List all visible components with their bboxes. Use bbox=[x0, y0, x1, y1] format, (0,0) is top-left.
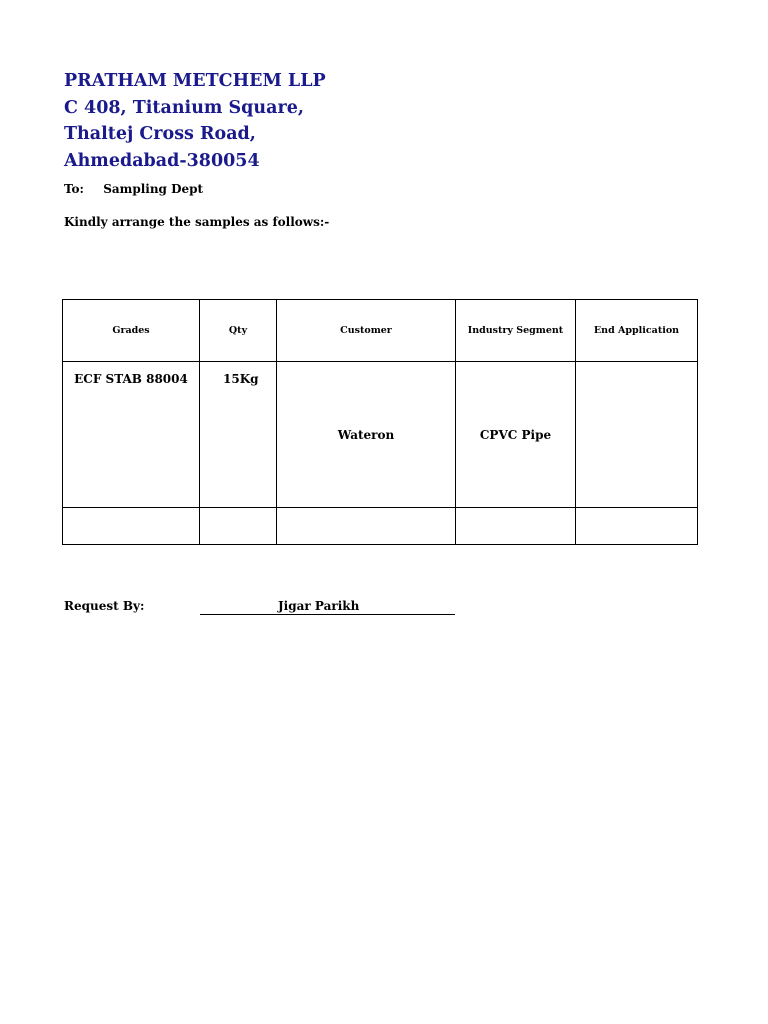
header-customer: Customer bbox=[277, 300, 456, 362]
requester-name: Jigar Parikh bbox=[278, 599, 360, 613]
address-line-1: C 408, Titanium Square, bbox=[64, 97, 304, 118]
cell-industry-segment: CPVC Pipe bbox=[456, 362, 576, 508]
cell-qty bbox=[200, 508, 277, 545]
intro-text: Kindly arrange the samples as follows:- bbox=[64, 215, 330, 229]
recipient-line bbox=[64, 181, 203, 197]
header-grades: Grades bbox=[63, 300, 200, 362]
address-line-3: Ahmedabad-380054 bbox=[64, 150, 260, 171]
address-line-2: Thaltej Cross Road, bbox=[64, 124, 256, 144]
cell-end-application bbox=[576, 362, 698, 508]
table-row bbox=[63, 362, 698, 508]
samples-table bbox=[62, 299, 698, 545]
signature-line bbox=[200, 598, 455, 615]
table-header-row bbox=[63, 300, 698, 362]
recipient-label: To: bbox=[64, 182, 84, 196]
request-by-label: Request By: bbox=[64, 599, 145, 613]
header-qty: Qty bbox=[200, 300, 277, 362]
cell-grade: ECF STAB 88004 bbox=[63, 362, 200, 508]
header-industry-segment: Industry Segment bbox=[456, 300, 576, 362]
cell-industry-segment bbox=[456, 508, 576, 545]
cell-customer bbox=[277, 508, 456, 545]
table-row bbox=[63, 508, 698, 545]
letterhead bbox=[64, 68, 326, 174]
cell-customer: Wateron bbox=[277, 362, 456, 508]
cell-end-application bbox=[576, 508, 698, 545]
recipient-value: Sampling Dept bbox=[103, 182, 204, 196]
cell-grade bbox=[63, 508, 200, 545]
company-name: PRATHAM METCHEM LLP bbox=[64, 71, 326, 91]
cell-qty: 15Kg bbox=[200, 362, 277, 508]
header-end-application: End Application bbox=[576, 300, 698, 362]
